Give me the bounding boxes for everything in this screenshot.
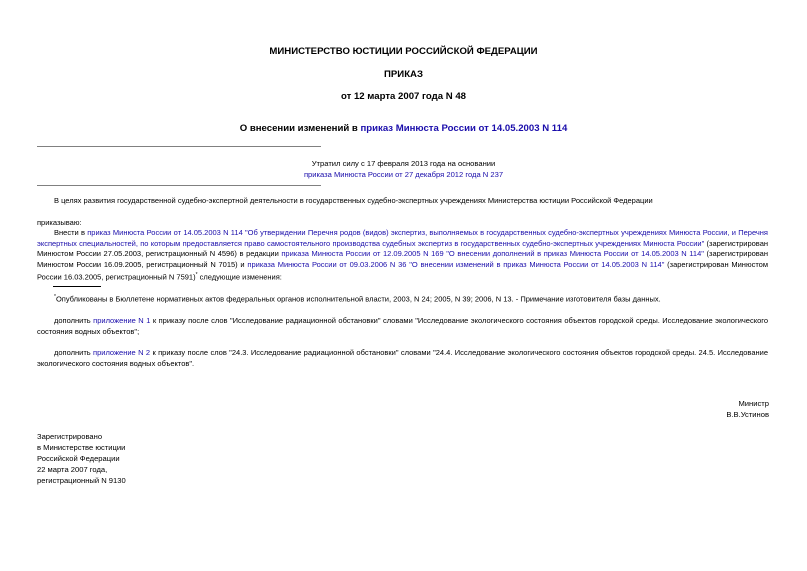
para1-text-e: следующие изменения:	[197, 272, 282, 282]
footnote-marker: *	[195, 272, 198, 278]
para1-text-c: (зарегистрирован Минюстом России 16.09.2005, регистрационный N 7015) и	[37, 249, 768, 269]
main-paragraph	[37, 228, 768, 283]
doc-type-heading: ПРИКАЗ	[384, 69, 423, 80]
signature-name: В.В.Устинов	[726, 410, 769, 419]
item1-text-b: к приказу после слов "Исследование радиационной обстановки" словами "Исследование экологического состояния объектов городской среды. Исследование экологического состояния водных объектов";	[37, 316, 769, 336]
title-link[interactable]: приказ Минюста России от 14.05.2003 N 114	[360, 123, 568, 134]
registration-line: в Министерстве юстиции	[37, 443, 126, 452]
divider-bottom	[37, 185, 321, 186]
document-title	[0, 123, 807, 134]
intro-paragraph: В целях развития государственной судебно-экспертной деятельности в государственных судебно-экспертных учреждениях Министерства юстиции Российской Федерации	[54, 196, 653, 205]
registration-line: регистрационный N 9130	[37, 476, 126, 485]
registration-block	[37, 431, 126, 486]
ministry-heading: МИНИСТЕРСТВО ЮСТИЦИИ РОССИЙСКОЙ ФЕДЕРАЦИИ	[269, 46, 538, 57]
footnote-star: *	[54, 294, 56, 300]
divider-top	[37, 146, 321, 147]
order-word: приказываю:	[37, 218, 82, 227]
status-note	[0, 158, 807, 180]
registration-line: Зарегистрировано	[37, 432, 103, 441]
para1-text-d: (зарегистрирован Минюстом России 16.03.2005, регистрационный N 7591)	[37, 259, 768, 282]
registration-line: 22 марта 2007 года,	[37, 465, 108, 474]
item2-paragraph	[37, 348, 768, 369]
item2-text-a: дополнить	[54, 348, 94, 357]
footnote-text: Опубликованы в Бюллетене нормативных актов федеральных органов исполнительной власти, 2003, N 24; 2005, N 39; 2006, N 13. - Примечание изготовителя базы данных.	[55, 294, 661, 304]
appendix-2-link[interactable]: приложение N 2	[93, 348, 151, 357]
status-note-text: Утратил силу с 17 февраля 2013 года на основании	[311, 159, 496, 168]
order-169-link[interactable]: приказа Минюста России от 12.09.2005 N 169 "О внесении дополнений в приказ Минюста России от 14.05.2003 N 114"	[281, 249, 704, 258]
order-114-link[interactable]: приказ Минюста России от 14.05.2003 N 114 "Об утверждении Перечня родов (видов) экспертиз, выполняемых в государственных судебно-экспертных учреждениях Минюста России, и Перечня экспертных специальностей, по которым предоставляется право самостоятельного производства судебных экспертиз в государственных судебно-экспертных учреждениях Минюста России"	[37, 228, 768, 248]
appendix-1-link[interactable]: приложение N 1	[93, 316, 151, 325]
footnote-divider	[53, 286, 101, 287]
status-note-link[interactable]: приказа Минюста России от 27 декабря 2012 года N 237	[303, 170, 504, 179]
para1-text-a: Внести в	[54, 228, 88, 237]
footnote	[37, 292, 768, 305]
item1-paragraph	[37, 316, 768, 337]
signature-position: Министр	[738, 399, 769, 408]
title-prefix: О внесении изменений в	[239, 123, 361, 134]
registration-line: Российской Федерации	[37, 454, 120, 463]
date-number-heading: от 12 марта 2007 года N 48	[340, 91, 467, 102]
item1-text-a: дополнить	[54, 316, 94, 325]
order-36-link[interactable]: приказа Минюста России от 09.03.2006 N 36 "О внесении изменений в приказ Минюста России от 14.05.2003 N 114"	[247, 259, 665, 269]
signature-block	[726, 398, 769, 420]
para1-text-b: (зарегистрирован Минюстом России 27.05.2003, регистрационный N 4596) в редакции	[37, 238, 769, 258]
item2-text-b: к приказу после слов "24.3. Исследование радиационной обстановки" словами "24.4. Исследование экологического состояния объектов городской среды. 24.5. Исследование экологического состояния водных объектов".	[37, 348, 769, 368]
